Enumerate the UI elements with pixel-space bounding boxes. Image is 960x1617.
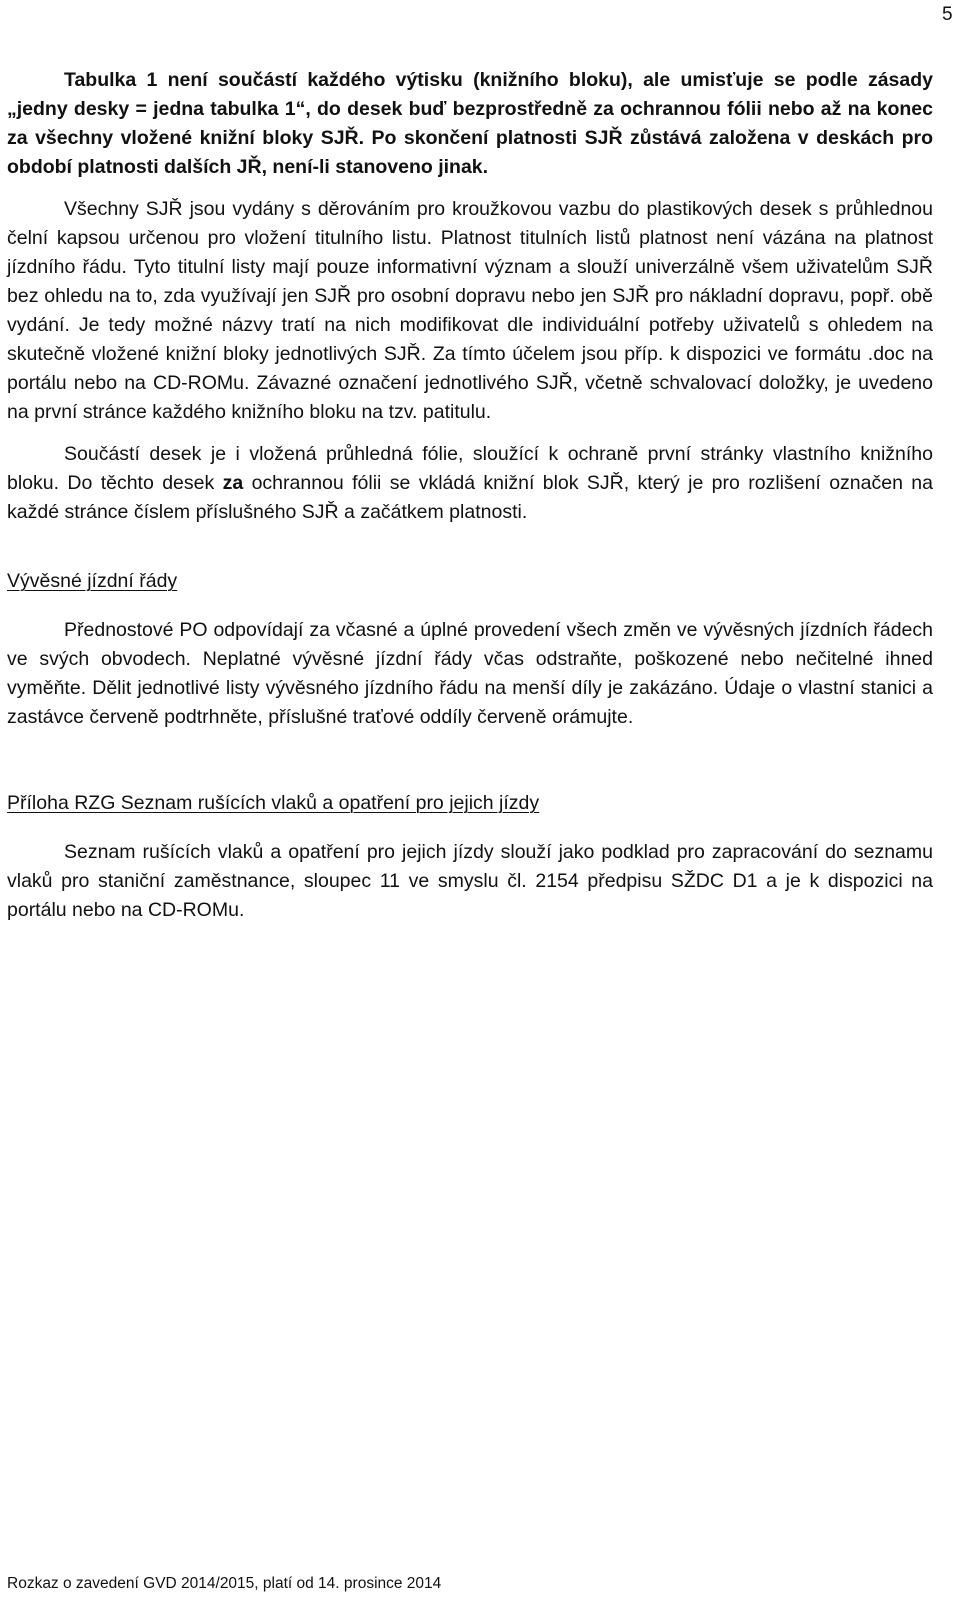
section-title-vyvesne-jizdni-rady: Vývěsné jízdní řády bbox=[7, 570, 178, 592]
paragraph-soucasti-desek-start: Součástí desek je i vložená průhledná fólie, sloužící k ochraně první stránky vlastního knižního bloku. Do těchto desek bbox=[7, 443, 933, 494]
paragraph-priloha-rzg: Seznam rušících vlaků a opatření pro jejich jízdy slouží jako podklad pro zapracování do seznamu vlaků pro staniční zaměstnance, sloupec 11 ve smyslu čl. 2154 předpisu SŽDC D1 a je k dispozici na portálu nebo na CD-ROMu. bbox=[7, 841, 933, 921]
section-title-priloha-rzg: Příloha RZG Seznam rušících vlaků a opatření pro jejich jízdy bbox=[7, 792, 540, 814]
paragraph-vyvesne-jizdni-rady: Přednostové PO odpovídají za včasné a úplné provedení všech změn ve vývěsných jízdních řádech ve svých obvodech. Neplatné vývěsné jízdní řády včas odstraňte, poškozené nebo nečitelné ihned vyměňte. Dělit jednotlivé listy vývěsného jízdního řádu na menší díly je zakázáno. Údaje o vlastní stanici a zastávce červeně podtrhněte, příslušné traťové oddíly červeně orámujte. bbox=[7, 619, 933, 728]
paragraph-tabulka-1: Tabulka 1 není součástí každého výtisku (knižního bloku), ale umisťuje se podle zásady „jedny desky = jedna tabulka 1“, do desek buď bezprostředně za ochrannou fólii nebo až na konec za všechny vložené knižní bloky SJŘ. Po skončení platnosti SJŘ zůstává založena v deskách pro období platnosti dalších JŘ, není-li stanoveno jinak. bbox=[7, 69, 933, 178]
page-footer: Rozkaz o zavedení GVD 2014/2015, platí od 14. prosince 2014 bbox=[7, 1575, 442, 1592]
paragraph-soucasti-desek-bold-word: za bbox=[222, 472, 244, 494]
paragraph-soucasti-desek-end: ochrannou fólii se vkládá knižní blok SJŘ, který je pro rozlišení označen na každé stránce číslem příslušného SJŘ a začátkem platnosti. bbox=[7, 472, 933, 523]
paragraph-soucasti-desek bbox=[7, 440, 933, 527]
paragraph-vsechny-sjr: Všechny SJŘ jsou vydány s děrováním pro kroužkovou vazbu do plastikových desek s průhlednou čelní kapsou určenou pro vložení titulního listu. Platnost titulních listů platnost není vázána na platnost jízdního řádu. Tyto titulní listy mají pouze informativní význam a slouží univerzálně všem uživatelům SJŘ bez ohledu na to, zda využívají jen SJŘ pro osobní dopravu nebo jen SJŘ pro nákladní dopravu, popř. obě vydání. Je tedy možné názvy tratí na nich modifikovat dle individuální potřeby uživatelů s ohledem na skutečně vložené knižní bloky jednotlivých SJŘ. Za tímto účelem jsou příp. k dispozici ve formátu .doc na portálu nebo na CD-ROMu. Závazné označení jednotlivého SJŘ, včetně schvalovací doložky, je uvedeno na první stránce každého knižního bloku na tzv. patitulu. bbox=[7, 198, 933, 423]
document-body bbox=[7, 66, 933, 925]
page-number: 5 bbox=[942, 4, 953, 25]
